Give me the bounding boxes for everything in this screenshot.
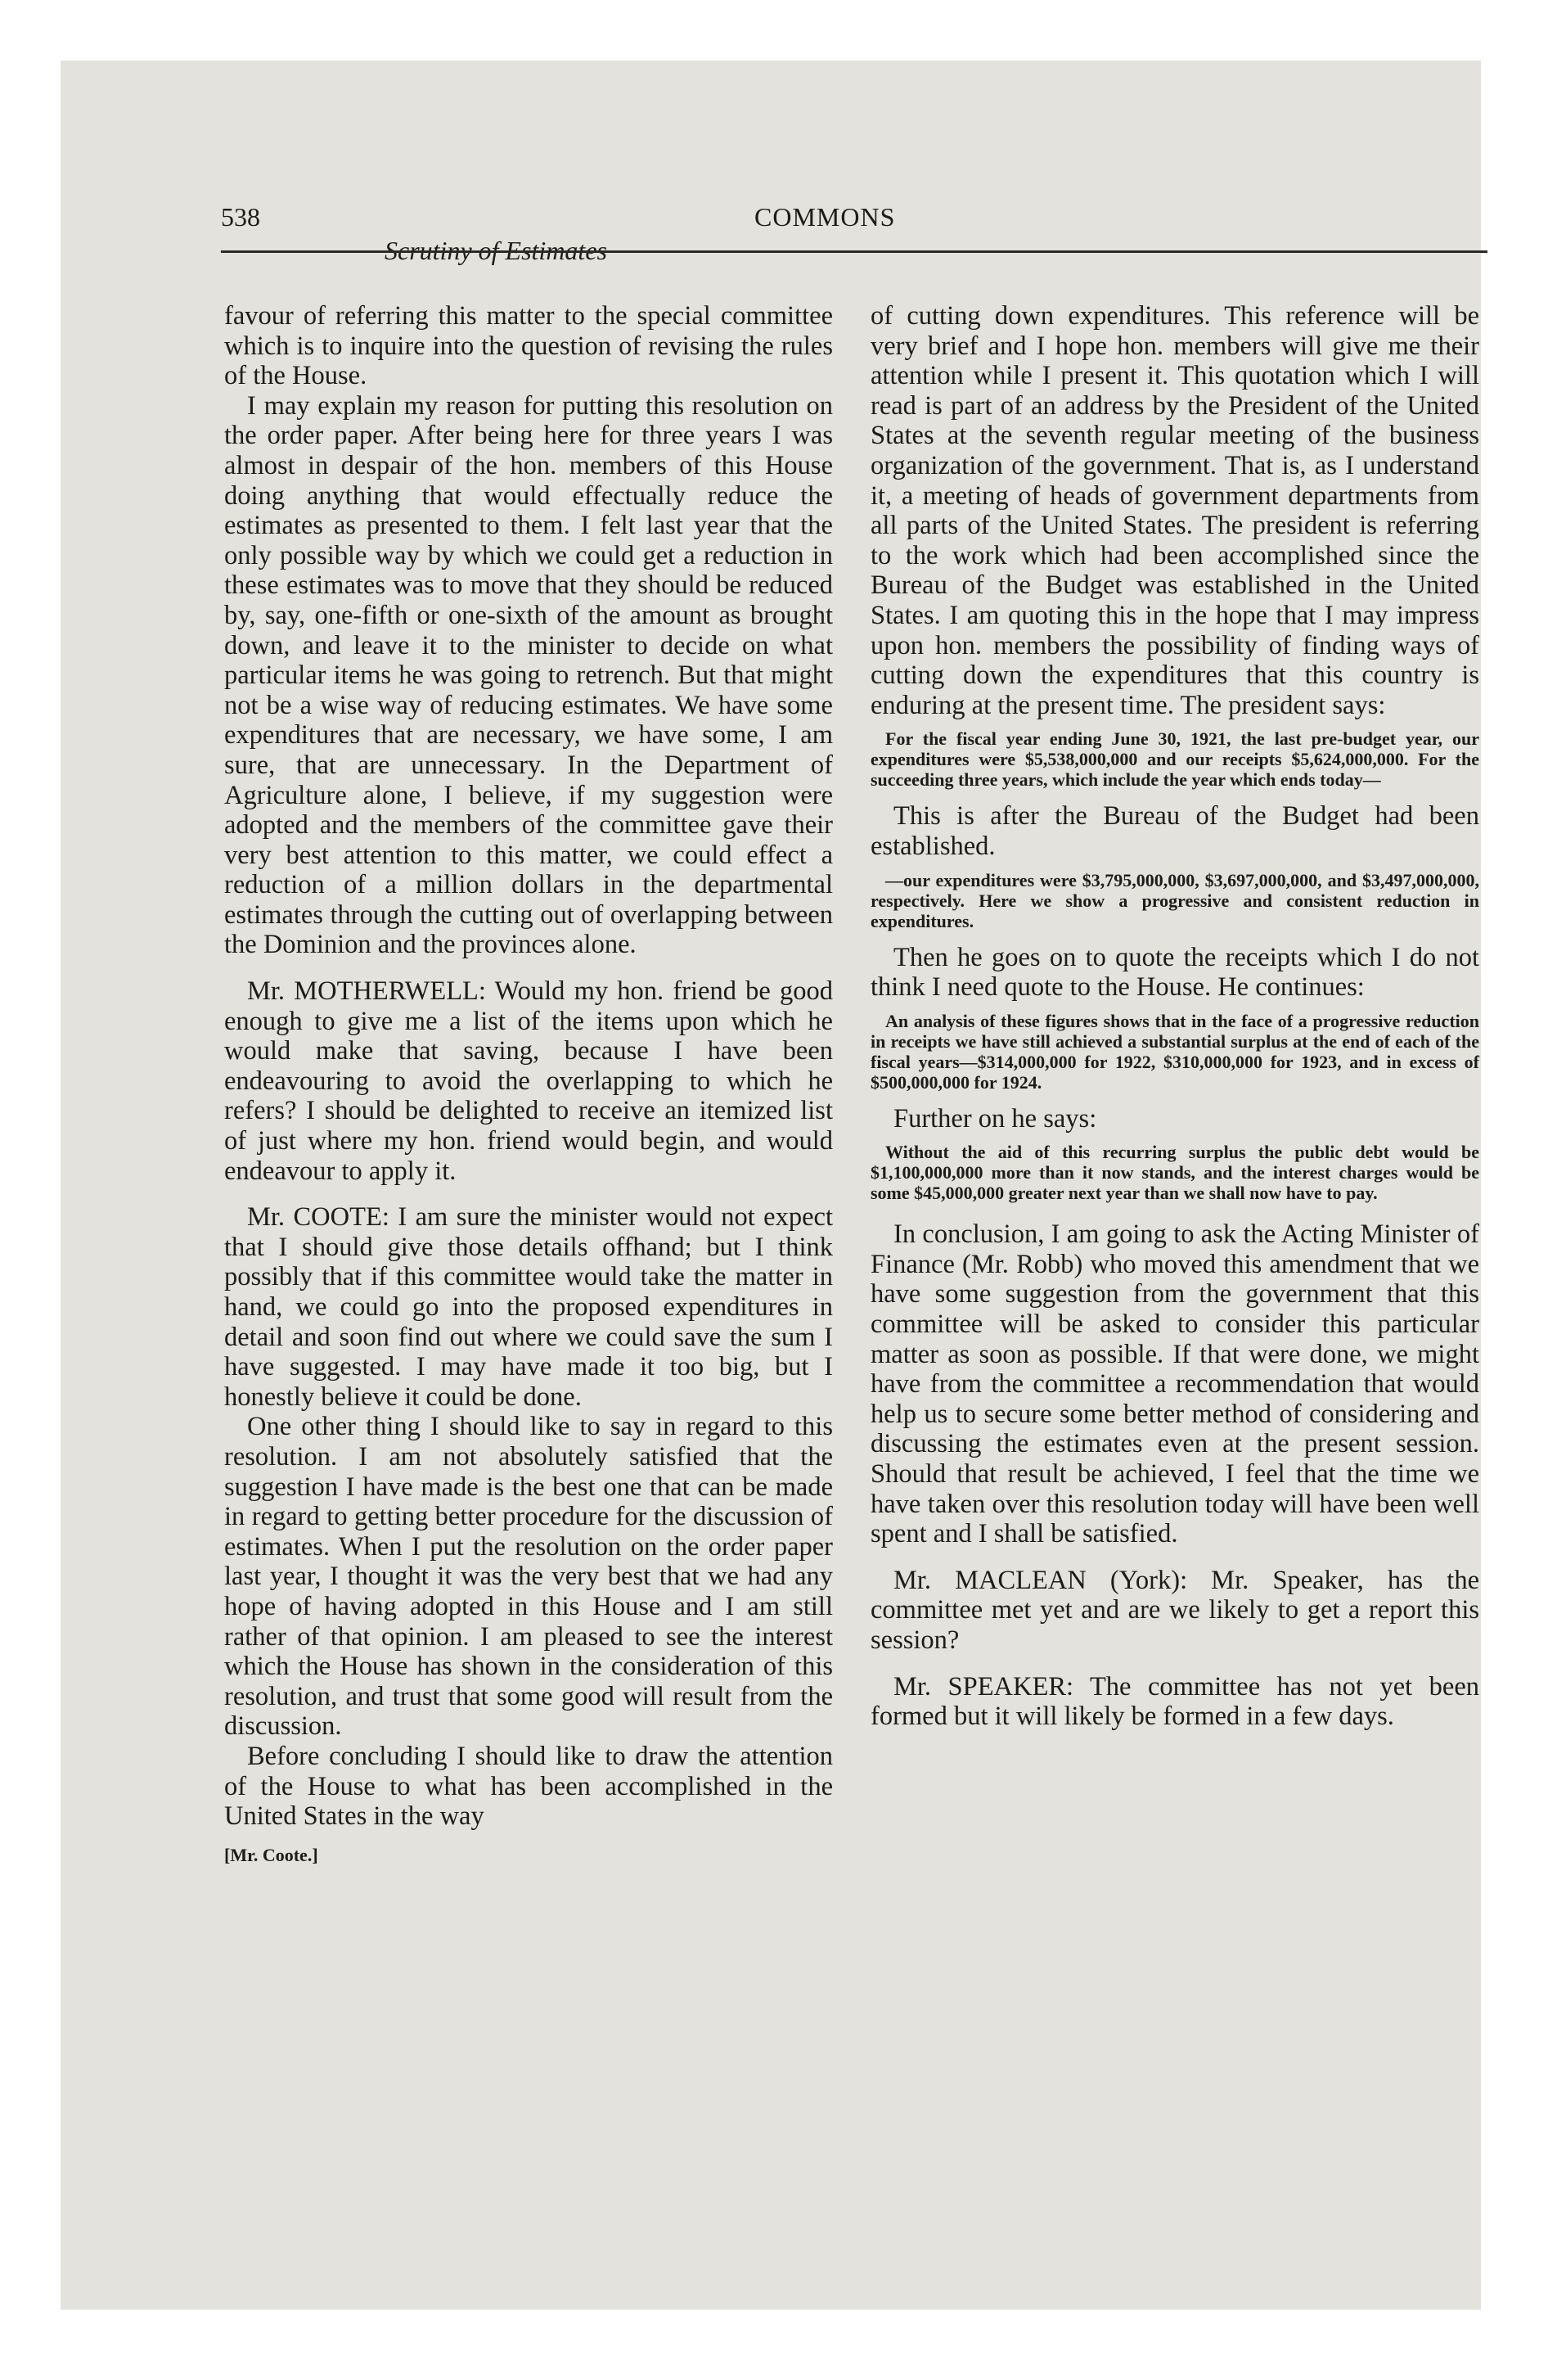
header-rule xyxy=(221,250,1487,253)
paragraph: favour of referring this matter to the special committee which is to inquire into the question of revising the rules of the House. xyxy=(224,301,833,391)
paragraph: Mr. COOTE: I am sure the minister would not expect that I should give those details offhand; but I think possibly that if this committee would take the matter in hand, we could go into the proposed expenditures in detail and soon find out where we could save the sum I have suggested. I may have made it too big, but I honestly believe it could be done. xyxy=(224,1202,833,1412)
running-subtitle: Scrutiny of Estimates xyxy=(385,236,607,265)
paragraph: One other thing I should like to say in regard to this resolution. I am not absolutely satisfied that the suggestion I have made is the best one that can be made in regard to getting better procedure for the discussion of estimates. When I put the resolution on the order paper last year, I thought it was the very best that we had any hope of having adopted in this House and I am still rather of that opinion. I am pleased to see the interest which the House has shown in the consideration of this resolution, and trust that some good will result from the discussion. xyxy=(224,1412,833,1742)
left-column xyxy=(224,301,833,1866)
paragraph: In conclusion, I am going to ask the Acting Minister of Finance (Mr. Robb) who moved this amendment that we have some suggestion from the government that this committee will be asked to consider this particular matter as soon as possible. If that were done, we might have from the committee a recommendation that would help us to secure some better method of considering and discussing the estimates even at the present session. Should that result be achieved, I feel that the time we have taken over this resolution today will have been well spent and I shall be satisfied. xyxy=(871,1219,1479,1549)
speaker-footnote: [Mr. Coote.] xyxy=(224,1844,318,1865)
scanned-page xyxy=(61,61,1481,2310)
paragraph: of cutting down expenditures. This reference will be very brief and I hope hon. members will give me their attention while I present it. This quotation which I will read is part of an address by the President of the United States at the seventh regular meeting of the business organization of the government. That is, as I understand it, a meeting of heads of government departments from all parts of the United States. The president is referring to the work which had been accomplished since the Bureau of the Budget was established in the United States. I am quoting this in the hope that I may impress upon hon. members the possibility of finding ways of cutting down the expenditures that this country is enduring at the present time. The president says: xyxy=(871,301,1479,720)
block-quote: Without the aid of this recurring surplus the public debt would be $1,100,000,000 more than it now stands, and the interest charges would be some $45,000,000 greater next year than we shall now have to pay. xyxy=(871,1142,1479,1204)
right-column xyxy=(871,301,1479,1732)
block-quote: —our expenditures were $3,795,000,000, $3,697,000,000, and $3,497,000,000, respectively. Here we show a progressive and consistent reduction in expenditures. xyxy=(871,869,1479,931)
paragraph: I may explain my reason for putting this resolution on the order paper. After being here for three years I was almost in despair of the hon. members of this House doing anything that would effectually reduce the estimates as presented to them. I felt last year that the only possible way by which we could get a reduction in these estimates was to move that they should be reduced by, say, one-fifth or one-sixth of the amount as brought down, and leave it to the minister to decide on what particular items he was going to retrench. But that might not be a wise way of reducing estimates. We have some expenditures that are necessary, we have some, I am sure, that are unnecessary. In the Department of Agriculture alone, I believe, if my suggestion were adopted and the members of the committee gave their very best attention to this matter, we could effect a reduction of a million dollars in the departmental estimates through the cutting out of overlapping between the Dominion and the provinces alone. xyxy=(224,390,833,960)
paragraph: Mr. SPEAKER: The committee has not yet been formed but it will likely be formed in a few days. xyxy=(871,1671,1479,1732)
block-quote: For the fiscal year ending June 30, 1921, the last pre-budget year, our expenditures were $5,538,000,000 and our receipts $5,624,000,000. For the succeeding three years, which include the year which ends today— xyxy=(871,728,1479,791)
paragraph: Further on he says: xyxy=(893,1103,1097,1134)
block-quote: An analysis of these figures shows that in the face of a progressive reduction in receipts we have still achieved a substantial surplus at the end of each of the fiscal years—$314,000,000 for 1922, $310,000,000 for 1923, and in excess of $500,000,000 for 1924. xyxy=(871,1010,1479,1093)
paragraph: Mr. MACLEAN (York): Mr. Speaker, has the committee met yet and are we likely to get a report this session? xyxy=(871,1565,1479,1655)
paragraph: Then he goes on to quote the receipts which I do not think I need quote to the House. He continues: xyxy=(871,942,1479,1003)
page-number: 538 xyxy=(221,202,260,232)
paragraph: Before concluding I should like to draw the attention of the House to what has been accomplished in the United States in the way xyxy=(224,1741,833,1832)
paragraph: Mr. MOTHERWELL: Would my hon. friend be good enough to give me a list of the items upon which he would make that saving, because I have been endeavouring to avoid the overlapping to which he refers? I should be delighted to receive an itemized list of just where my hon. friend would begin, and would endeavour to apply it. xyxy=(224,976,833,1186)
running-head: COMMONS xyxy=(754,202,896,232)
paragraph: This is after the Bureau of the Budget had been established. xyxy=(871,801,1479,861)
